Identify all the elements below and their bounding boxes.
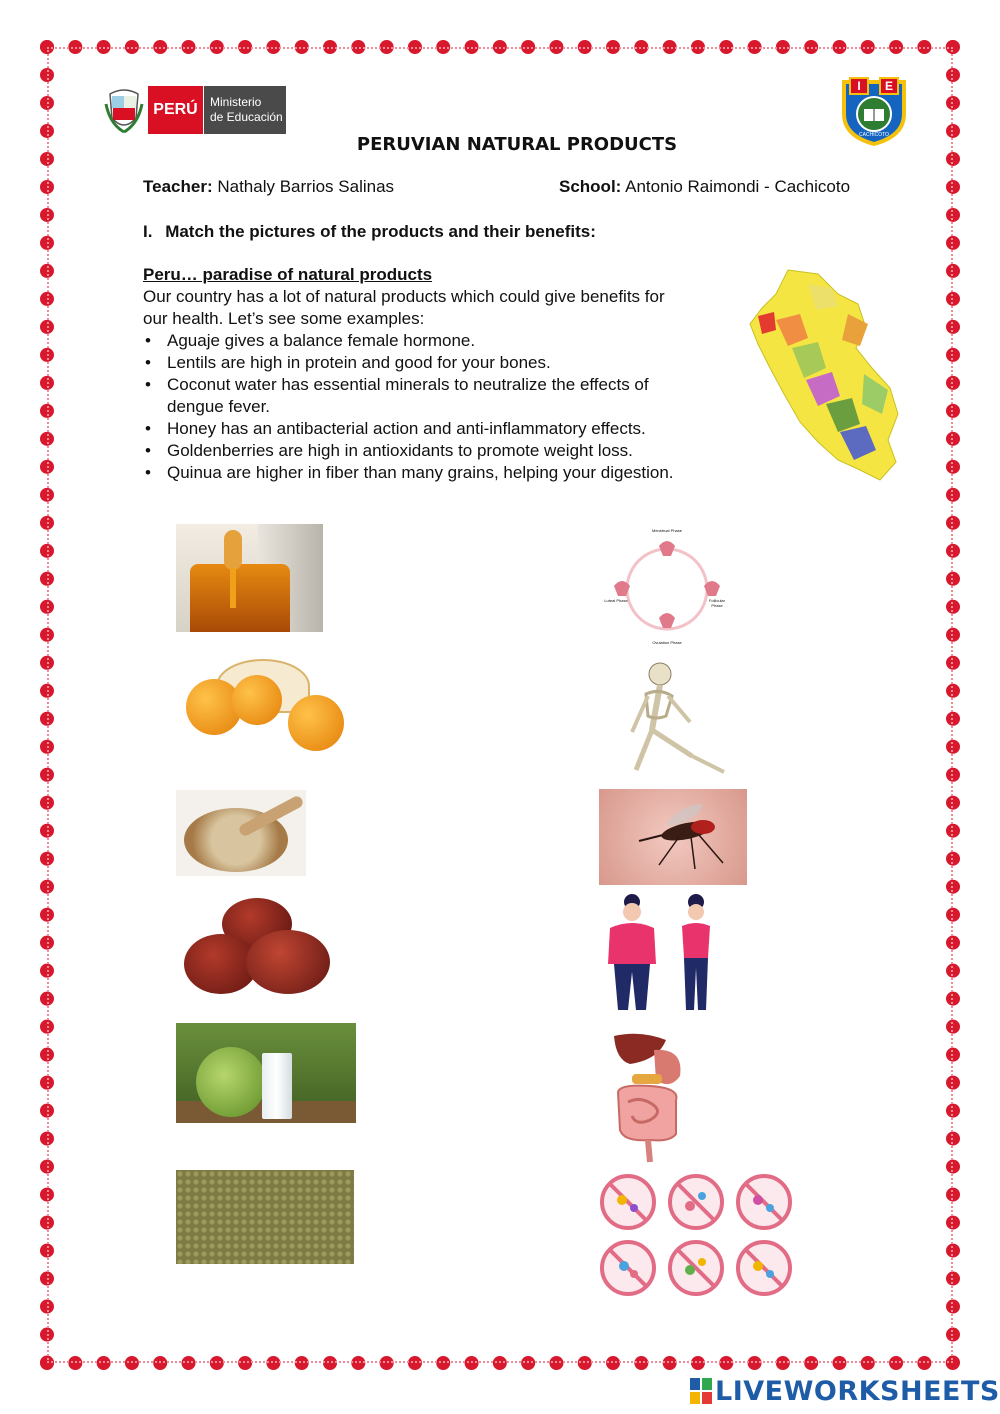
- quinua-image: [176, 790, 306, 876]
- honey-image: [176, 524, 323, 632]
- aguaje-image: [176, 894, 336, 998]
- menstrual-cycle-image: [604, 526, 730, 652]
- school-line: [559, 176, 850, 198]
- cycle-label-left: Luteal Phase: [604, 598, 628, 603]
- ministry-logo: [104, 84, 286, 136]
- page-title: PERUVIAN NATURAL PRODUCTS: [356, 134, 678, 155]
- coconut-water-image: [176, 1023, 356, 1123]
- mosquito-image: [599, 789, 747, 885]
- reading-intro-line1: Our country has a lot of natural products which could give benefits for: [143, 287, 665, 306]
- lentils-image: [176, 1170, 354, 1264]
- list-item: • Lentils are high in protein and good for your bones.: [143, 352, 743, 374]
- school-label: School:: [559, 177, 622, 196]
- teacher-label: Teacher:: [143, 177, 213, 196]
- cycle-label-top: Menstrual Phase: [651, 528, 682, 533]
- reading-block: [143, 264, 743, 484]
- peru-map-image: [748, 264, 900, 484]
- list-item: • Goldenberries are high in antioxidants to promote weight loss.: [143, 440, 743, 462]
- reading-heading: Peru… paradise of natural products: [143, 265, 433, 284]
- reading-intro-line2: our health. Let’s see some examples:: [143, 309, 425, 328]
- list-item: • Quinua are higher in fiber than many grains, helping your digestion.: [143, 462, 743, 484]
- digestive-system-image: [610, 1030, 690, 1164]
- liveworksheets-logo: [690, 1373, 1000, 1409]
- instruction-text: Match the pictures of the products and their benefits:: [165, 222, 596, 241]
- teacher-name: Nathaly Barrios Salinas: [217, 177, 395, 196]
- goldenberries-image: [176, 655, 356, 755]
- list-item: • Honey has an antibacterial action and anti-inflammatory effects.: [143, 418, 743, 440]
- benefits-list: [143, 330, 743, 484]
- school-name: Antonio Raimondi - Cachicoto: [625, 177, 851, 196]
- cycle-label-right: Follicular Phase: [708, 598, 725, 608]
- cycle-label-bottom: Ovulation Phase: [652, 640, 682, 645]
- ministry-line2: de Educación: [210, 110, 283, 124]
- emblem-letter-e: E: [884, 79, 893, 93]
- teacher-line: [143, 176, 394, 198]
- instruction: [143, 221, 596, 243]
- antibacterial-image: [598, 1170, 798, 1300]
- list-item: • Coconut water has essential minerals to neutralize the effects of dengue fever.: [143, 374, 743, 418]
- list-item: • Aguaje gives a balance female hormone.: [143, 330, 743, 352]
- instruction-number: I.: [143, 222, 153, 241]
- liveworksheets-brand: LIVEWORKSHEETS: [715, 1375, 1000, 1407]
- liveworksheets-icon: [690, 1378, 712, 1404]
- skeleton-image: [606, 660, 730, 780]
- weight-loss-image: [602, 892, 728, 1018]
- peru-shield-icon: [104, 84, 144, 136]
- emblem-letter-i: I: [857, 79, 861, 93]
- emblem-caption: CACHICOTO: [859, 132, 889, 138]
- ministry-line1: Ministerio: [210, 95, 262, 109]
- peru-label: PERÚ: [153, 101, 198, 118]
